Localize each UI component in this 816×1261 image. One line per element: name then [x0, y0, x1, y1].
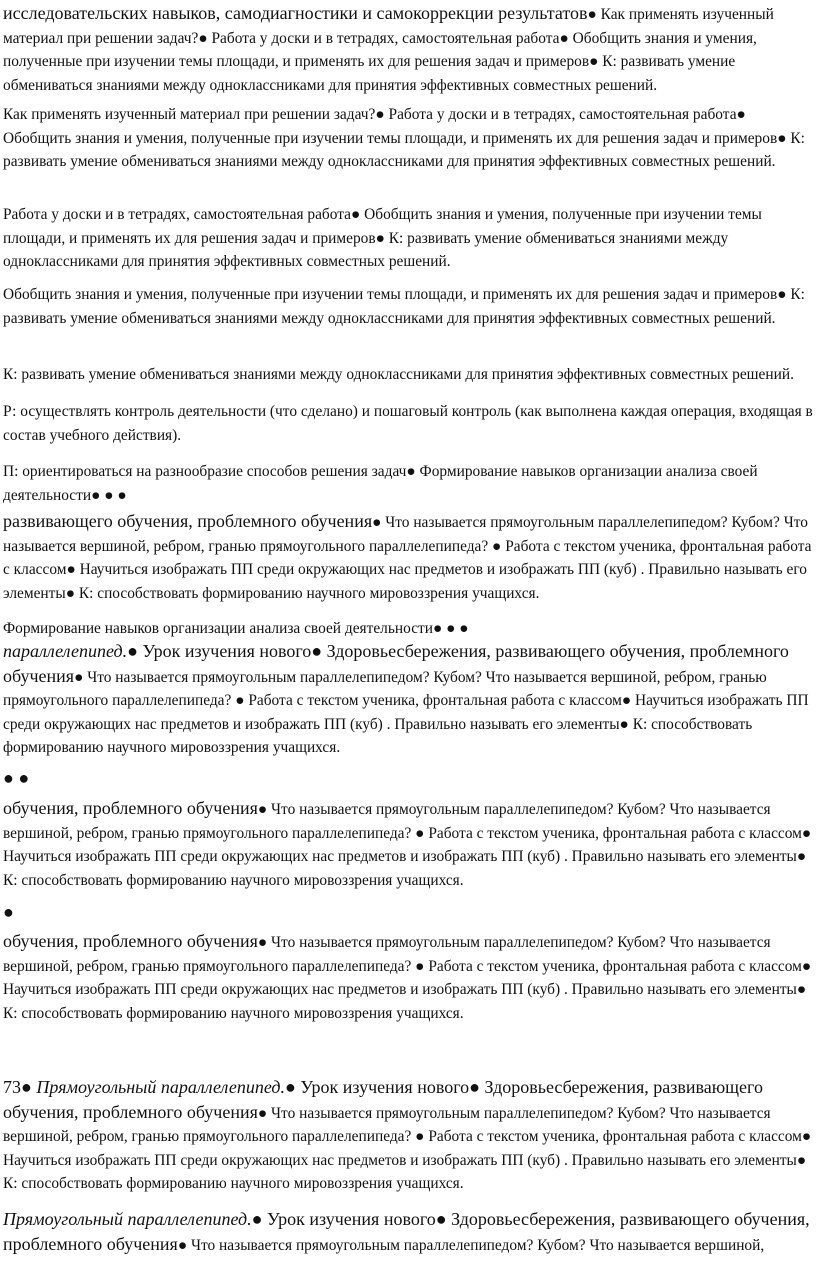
paragraph — [3, 640, 813, 760]
paragraph-lead: ● Урок изучения нового● Здоровьесбережения, развивающего обучения, проблемного обучения — [3, 1077, 763, 1122]
paragraph — [3, 930, 813, 1025]
paragraph-text: Формирование навыков организации анализа своей деятельности● ● ● — [3, 620, 469, 637]
paragraph-text: Работа у доски и в тетрадях, самостоятельная работа● Обобщить знания и умения, полученные при изучении темы площади, и применять их для решения задач и примеров● К: развивать умение обмениваться знаниями между одноклассниками для принятия эффективных совместных решений. — [3, 206, 762, 271]
paragraph — [3, 2, 813, 97]
paragraph-text: ● Что называется прямоугольным параллелепипедом? Кубом? Что называется вершиной, ребром, гранью прямоугольного параллелепипеда? ● Работа с текстом ученика, фронтальная работа с классом● Научиться изображать ПП среди окружающих нас предметов и изображать ПП (куб) . Правильно называть его элементы● К: способствовать формированию научного мировоззрения учащихся. — [3, 801, 812, 889]
paragraph-text: Как применять изученный материал при решении задач?● Работа у доски и в тетрадях, самостоятельная работа● Обобщить знания и умения, полученные при изучении темы площади, и применять их для решения задач и примеров● К: развивать умение обмениваться знаниями между одноклассниками для принятия эффективных совместных решений. — [3, 106, 805, 171]
paragraph-text: ● Что называется прямоугольным параллелепипедом? Кубом? Что называется вершиной, ребром, гранью прямоугольного параллелепипеда? ● Работа с текстом ученика, фронтальная работа с классом● Научиться изображать ПП среди окружающих нас предметов и изображать ПП (куб) . Правильно называть его элементы● К: способствовать формированию научного мировоззрения учащихся. — [3, 514, 812, 602]
bullet-dots: ● — [3, 902, 14, 922]
paragraph-text: К: развивать умение обмениваться знаниями между одноклассниками для принятия эффективных совместных решений. — [3, 366, 794, 383]
paragraph-lead-italic: Прямоугольный параллелепипед. — [3, 1209, 252, 1229]
paragraph — [3, 1076, 813, 1196]
paragraph — [3, 460, 813, 507]
paragraph-text: ● Что называется прямоугольным параллелепипедом? Кубом? Что называется вершиной, ребром, гранью прямоугольного параллелепипеда? ● Работа с текстом ученика, фронтальная работа с классом● Научиться изображать ПП среди окружающих нас предметов и изображать ПП (куб) . Правильно называть его элементы● К: способствовать формированию научного мировоззрения учащихся. — [3, 934, 812, 1022]
paragraph — [3, 797, 813, 892]
paragraph-lead: ● Урок изучения нового● Здоровьесбережения, развивающего обучения, проблемного обучения — [3, 1209, 810, 1254]
paragraph — [3, 510, 813, 605]
paragraph-lead-italic: параллелепипед. — [3, 641, 128, 661]
paragraph-lead: исследовательских навыков, самодиагностики и самокоррекции результатов — [3, 3, 588, 23]
paragraph — [3, 617, 813, 641]
paragraph-lead-italic: Прямоугольный параллелепипед. — [36, 1077, 285, 1097]
paragraph-text: ● Что называется прямоугольным параллелепипедом? Кубом? Что называется вершиной, — [177, 1236, 765, 1254]
paragraph-text: П: ориентироваться на разнообразие способов решения задач● Формирование навыков организации анализа своей деятельности● ● ● — [3, 463, 758, 504]
paragraph — [3, 283, 813, 330]
paragraph-lead: обучения, проблемного обучения — [3, 798, 258, 818]
paragraph-lead: обучения, проблемного обучения — [3, 931, 258, 951]
paragraph-text: Обобщить знания и умения, полученные при изучении темы площади, и применять их для решения задач и примеров● К: развивать умение обмениваться знаниями между одноклассниками для принятия эффективных совместных решений. — [3, 286, 805, 327]
bullet-dots: ● ● — [3, 768, 30, 788]
paragraph — [3, 1208, 813, 1257]
paragraph — [3, 103, 813, 174]
paragraph-text: ● Что называется прямоугольным параллелепипедом? Кубом? Что называется вершиной, ребром, гранью прямоугольного параллелепипеда? ● Работа с текстом ученика, фронтальная работа с классом● Научиться изображать ПП среди окружающих нас предметов и изображать ПП (куб) . Правильно называть его элементы● К: способствовать формированию научного мировоззрения учащихся. — [3, 668, 809, 757]
paragraph-lead: ● Урок изучения нового● Здоровьесбережения, развивающего обучения, проблемного обучения — [3, 641, 789, 686]
paragraph — [3, 363, 813, 387]
paragraph-lead: развивающего обучения, проблемного обучения — [3, 511, 373, 531]
paragraph-text: Р: осуществлять контроль деятельности (что сделано) и пошаговый контроль (как выполнена каждая операция, входящая в состав учебного действия). — [3, 403, 813, 444]
paragraph-lead-pre: 73● — [3, 1077, 37, 1097]
paragraph — [3, 203, 813, 274]
paragraph-text: ● Как применять изученный материал при решении задач?● Работа у доски и в тетрадях, самостоятельная работа● Обобщить знания и умения, полученные при изучении темы площади, и применять их для решения задач и примеров● К: развивать умение обмениваться знаниями между одноклассниками для принятия эффективных совместных решений. — [3, 6, 774, 94]
paragraph — [3, 400, 813, 447]
paragraph-text: ● Что называется прямоугольным параллелепипедом? Кубом? Что называется вершиной, ребром, гранью прямоугольного параллелепипеда? ● Работа с текстом ученика, фронтальная работа с классом● Научиться изображать ПП среди окружающих нас предметов и изображать ПП (куб) . Правильно называть его элементы● К: способствовать формированию научного мировоззрения учащихся. — [3, 1104, 812, 1193]
